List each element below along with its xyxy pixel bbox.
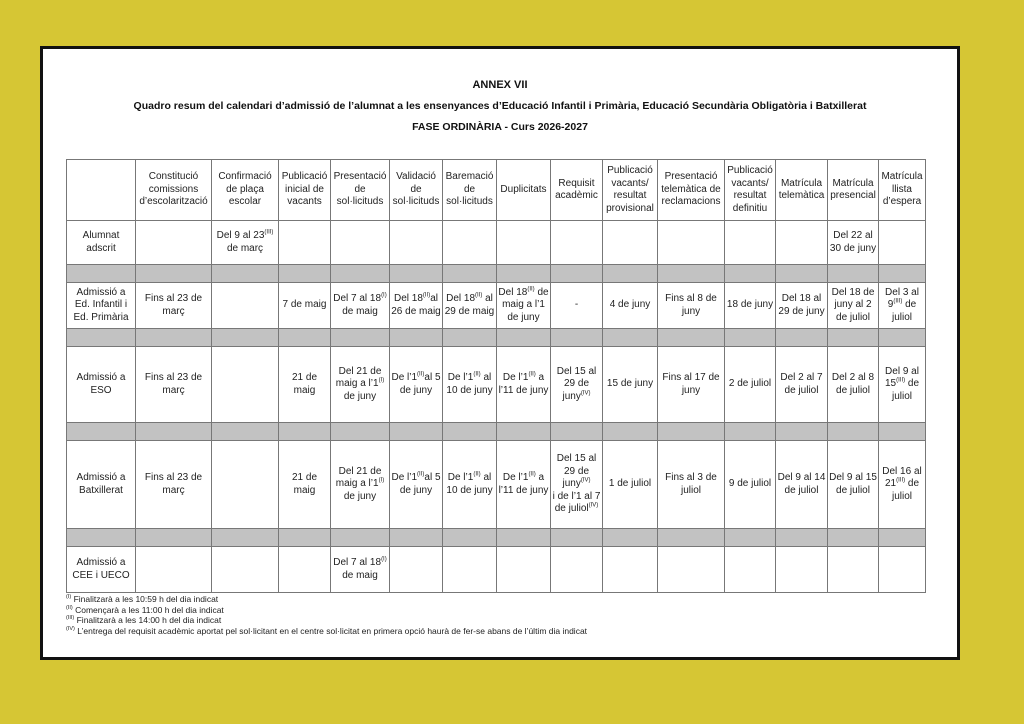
cell: Del 21 de maig a $l’1^{(I)}$ de juny	[331, 347, 390, 423]
cell: Del 9 al 14 de juliol	[776, 441, 828, 529]
header-cell: Constitució comissions d’escolarització	[136, 160, 212, 221]
table-row-cee-ueco	[67, 547, 926, 593]
cell: Del 7 al $18^{(I)}$ de maig	[331, 547, 390, 593]
cell: 2 de juliol	[725, 347, 776, 423]
cell: De $l’1^{(II)}$ al 10 de juny	[443, 347, 497, 423]
cell	[212, 547, 279, 593]
cell	[136, 221, 212, 265]
cell	[776, 221, 828, 265]
cell: Fins al 3 de juliol	[658, 441, 725, 529]
cell: 7 de maig	[279, 283, 331, 329]
header-cell: Baremació de sol·licituds	[443, 160, 497, 221]
cell	[390, 547, 443, 593]
cell: Del 2 al 8 de juliol	[828, 347, 879, 423]
table-row-eso	[67, 347, 926, 423]
row-label: Admissió a ESO	[67, 347, 136, 423]
cell	[212, 283, 279, 329]
cell: Del 18 de juny al 2 de juliol	[828, 283, 879, 329]
cell: De $l’1^{(II)}$ al 10 de juny	[443, 441, 497, 529]
separator-row	[67, 329, 926, 347]
cell: 21 de maig	[279, 441, 331, 529]
cell	[551, 547, 603, 593]
cell: Del 9 al $23^{(III)}$ de març	[212, 221, 279, 265]
cell: -	[551, 283, 603, 329]
table-row-batxillerat	[67, 441, 926, 529]
cell	[136, 547, 212, 593]
cell: De $l’1^{(II)}al$ 5 de juny	[390, 347, 443, 423]
header-cell: Presentació telemàtica de reclamacions	[658, 160, 725, 221]
cell: Fins al 23 de març	[136, 347, 212, 423]
cell	[212, 441, 279, 529]
header-cell: Publicació vacants/ resultat definitiu	[725, 160, 776, 221]
cell: 9 de juliol	[725, 441, 776, 529]
row-label: Admissió a CEE i UECO	[67, 547, 136, 593]
cell	[212, 347, 279, 423]
cell: Del $18^{(II)}al$ 26 de maig	[390, 283, 443, 329]
cell: Del 16 al $21^{(III)}$ de juliol	[879, 441, 926, 529]
cell: 18 de juny	[725, 283, 776, 329]
document-subtitle: Quadro resum del calendari d’admissió de l’alumnat a les ensenyances d’Educació Infantil i Primària, Educació Secundària Obligatòria i Batxillerat	[133, 100, 867, 112]
annex-title: ANNEX VII	[472, 79, 528, 91]
cell: 1 de juliol	[603, 441, 658, 529]
header-cell: Confirmació de plaça escolar	[212, 160, 279, 221]
cell	[497, 221, 551, 265]
separator-row	[67, 423, 926, 441]
cell	[879, 547, 926, 593]
cell: 15 de juny	[603, 347, 658, 423]
cell: Del 18 al 29 de juny	[776, 283, 828, 329]
cell: Del 21 de maig a $l’1^{(I)}$ de juny	[331, 441, 390, 529]
cell: 4 de juny	[603, 283, 658, 329]
header-cell: Presentació de sol·licituds	[331, 160, 390, 221]
cell	[443, 221, 497, 265]
cell: Del 7 al $18^{(I)}$ de maig	[331, 283, 390, 329]
cell: De $l’1^{(II)}$ a l’11 de juny	[497, 347, 551, 423]
header-cell: Matrícula telemàtica	[776, 160, 828, 221]
footnote: $^{(I)}$ Finalitzarà a les 10:59 h del dia indicat	[66, 594, 219, 604]
cell: 21 de maig	[279, 347, 331, 423]
footnote: $^{(II)}$ Començarà a les 11:00 h del dia indicat	[66, 604, 224, 615]
cell: Del $18^{(II)}$ de maig a l’1 de juny	[497, 283, 551, 329]
cell	[279, 547, 331, 593]
cell: Fins al 17 de juny	[658, 347, 725, 423]
cell	[279, 221, 331, 265]
cell	[658, 221, 725, 265]
cell	[725, 221, 776, 265]
header-cell: Duplicitats	[497, 160, 551, 221]
header-cell: Publicació inicial de vacants	[279, 160, 331, 221]
header-cell: Publicació vacants/ resultat provisional	[603, 160, 658, 221]
cell: De $l’1^{(II)}$ a l’11 de juny	[497, 441, 551, 529]
phase-title: FASE ORDINÀRIA - Curs 2026-2027	[412, 121, 588, 133]
row-label: Admissió a Batxillerat	[67, 441, 136, 529]
row-label: Admissió a Ed. Infantil i Ed. Primària	[67, 283, 136, 329]
cell	[879, 221, 926, 265]
row-label: Alumnat adscrit	[67, 221, 136, 265]
cell	[828, 547, 879, 593]
header-cell: Requisit acadèmic	[551, 160, 603, 221]
header-cell: Matrícula presencial	[828, 160, 879, 221]
footnote: $^{(IV)}$ L’entrega del requisit acadèmic aportat pel sol·licitant en el centre sol·licitat en primera opció haurà de fer-se abans de l’últim dia indicat	[66, 625, 588, 636]
cell: Del 2 al 7 de juliol	[776, 347, 828, 423]
cell: Del $18^{(II)}$ al 29 de maig	[443, 283, 497, 329]
cell	[390, 221, 443, 265]
header-cell: Validació de sol·licituds	[390, 160, 443, 221]
cell	[725, 547, 776, 593]
cell	[551, 221, 603, 265]
cell	[658, 547, 725, 593]
cell: Del 9 al 15 de juliol	[828, 441, 879, 529]
cell: Del 22 al 30 de juny	[828, 221, 879, 265]
cell: Fins al 23 de març	[136, 441, 212, 529]
cell: De $l’1^{(II)}al$ 5 de juny	[390, 441, 443, 529]
header-cell: Matrícula llista d’espera	[879, 160, 926, 221]
cell: Fins al 23 de març	[136, 283, 212, 329]
separator-row	[67, 265, 926, 283]
cell	[776, 547, 828, 593]
separator-row	[67, 529, 926, 547]
table-row-alumnat-adscrit	[67, 221, 926, 265]
footnote: $^{(III)}$ Finalitzarà a les 14:00 h del dia indicat	[66, 615, 222, 625]
cell: Del 3 al $9^{(III)}$ de juliol	[879, 283, 926, 329]
cell	[443, 547, 497, 593]
cell: Del 9 al $15^{(III)}$ de juliol	[879, 347, 926, 423]
admission-calendar-table	[66, 159, 926, 593]
document-page	[40, 46, 960, 660]
cell	[603, 221, 658, 265]
footnotes	[66, 594, 587, 636]
table-row-infantil-primaria	[67, 283, 926, 329]
cell	[497, 547, 551, 593]
cell: Del 15 al 29 de juny$^{(IV)}$ i de l’1 al 7 de juliol$^{(IV)}$	[551, 441, 603, 529]
cell	[331, 221, 390, 265]
cell	[603, 547, 658, 593]
cell: Fins al 8 de juny	[658, 283, 725, 329]
header-row	[67, 160, 926, 221]
cell: Del 15 al 29 de juny$^{(IV)}$	[551, 347, 603, 423]
header-cell	[67, 160, 136, 221]
